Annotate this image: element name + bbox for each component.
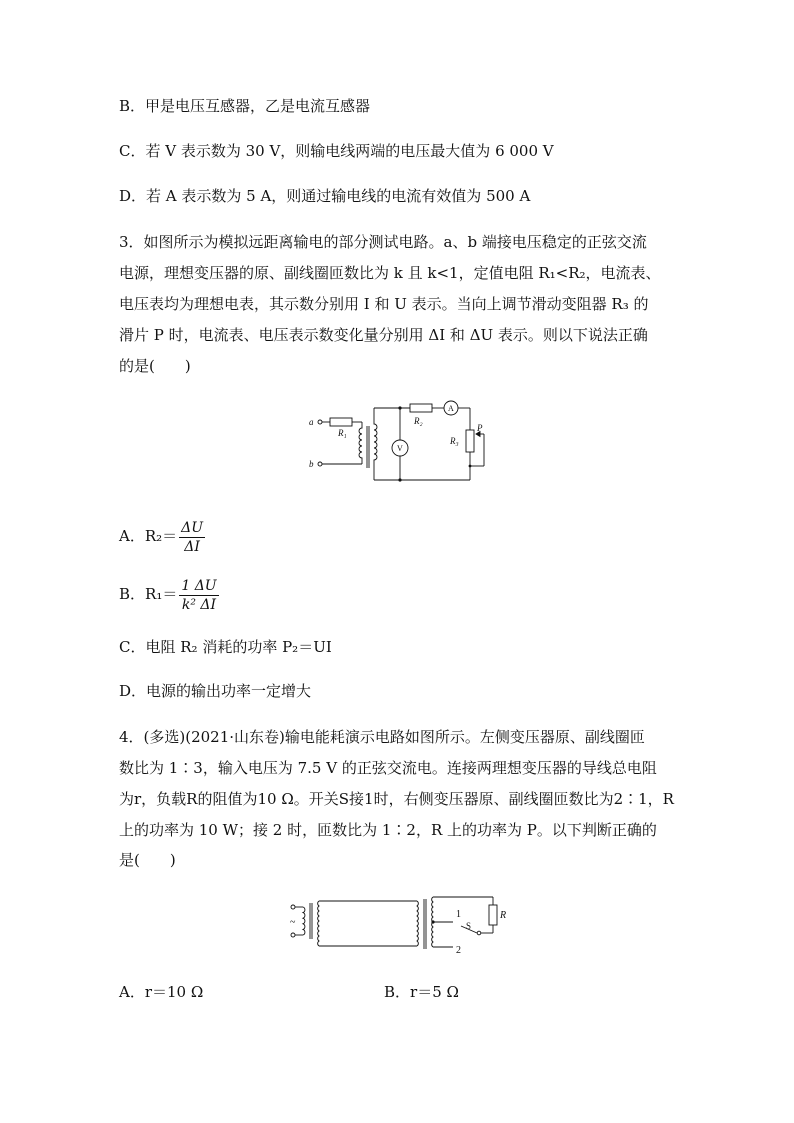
q3-stem-line5: 的是( )	[119, 357, 191, 375]
q3-option-a-denominator: ΔI	[184, 538, 200, 555]
q4-stem-line1: 4．(多选)(2021·山东卷)输电能耗演示电路如图所示。左侧变压器原、副线圈匝	[119, 728, 645, 746]
q3-option-a-fraction	[179, 519, 205, 556]
ammeter-label: A	[448, 404, 454, 413]
terminal-b-label: b	[309, 459, 314, 469]
tap-2-label: 2	[456, 945, 461, 956]
q2-option-d: D．若 A 表示数为 5 A，则通过输电线的电流有效值为 500 A	[119, 187, 531, 205]
r2-label: R₂	[414, 416, 423, 426]
q3-option-c: C．电阻 R₂ 消耗的功率 P₂＝UI	[119, 638, 332, 656]
q4-stem-line3: 为r，负载R的阻值为10 Ω。开关S接1时，右侧变压器原、副线圈匝数比为2∶1，R	[119, 790, 674, 808]
q3-option-a-prefix: A．R₂＝	[119, 527, 178, 545]
slider-p-label: P	[477, 423, 483, 433]
q3-option-b-fraction	[179, 577, 218, 614]
q2-option-b: B．甲是电压互感器，乙是电流互感器	[119, 97, 371, 115]
q4-option-a: A．r＝10 Ω	[119, 983, 204, 1001]
q2-option-c: C．若 V 表示数为 30 V，则输电线两端的电压最大值为 6 000 V	[119, 142, 554, 160]
q3-option-b	[119, 574, 219, 614]
q3-stem-line2: 电源，理想变压器的原、副线圈匝数比为 k 且 k<1，定值电阻 R₁<R₂，电流表、	[119, 264, 661, 282]
q4-stem-line4: 上的功率为 10 W；接 2 时，匝数比为 1∶2，R 上的功率为 P。以下判断正确的	[119, 821, 657, 839]
q4-stem-line2: 数比为 1∶3，输入电压为 7.5 V 的正弦交流电。连接两理想变压器的导线总电阻	[119, 759, 657, 777]
q3-option-a-numerator: ΔU	[181, 519, 204, 536]
q3-option-b-prefix: B．R₁＝	[119, 585, 178, 603]
switch-s-label: S	[466, 921, 472, 931]
q3-stem-line3: 电压表均为理想电表，其示数分别用 I 和 U 表示。当向上调节滑动变阻器 R₃ 的	[119, 295, 649, 313]
q4-circuit-diagram	[285, 893, 515, 957]
q4-option-b: B．r＝5 Ω	[384, 983, 459, 1001]
r3-label: R₃	[450, 436, 459, 446]
load-r-label: R	[500, 910, 507, 921]
q3-option-a	[119, 516, 205, 556]
tap-1-label: 1	[456, 909, 461, 920]
ac-source-symbol: ~	[290, 917, 296, 928]
q3-option-b-denominator: k² ΔI	[181, 596, 217, 613]
q3-stem-line1: 3．如图所示为模拟远距离输电的部分测试电路。a、b 端接电压稳定的正弦交流	[119, 233, 647, 251]
q3-circuit-diagram	[300, 396, 500, 488]
voltmeter-label: V	[397, 444, 403, 453]
terminal-a-label: a	[309, 417, 314, 427]
q3-option-d: D．电源的输出功率一定增大	[119, 682, 312, 700]
r1-label: R₁	[338, 428, 347, 438]
q4-stem-line5: 是( )	[119, 851, 176, 869]
q3-stem-line4: 滑片 P 时，电流表、电压表示数变化量分别用 ΔI 和 ΔU 表示。则以下说法正确	[119, 326, 648, 344]
q3-option-b-numerator: 1 ΔU	[181, 577, 217, 594]
